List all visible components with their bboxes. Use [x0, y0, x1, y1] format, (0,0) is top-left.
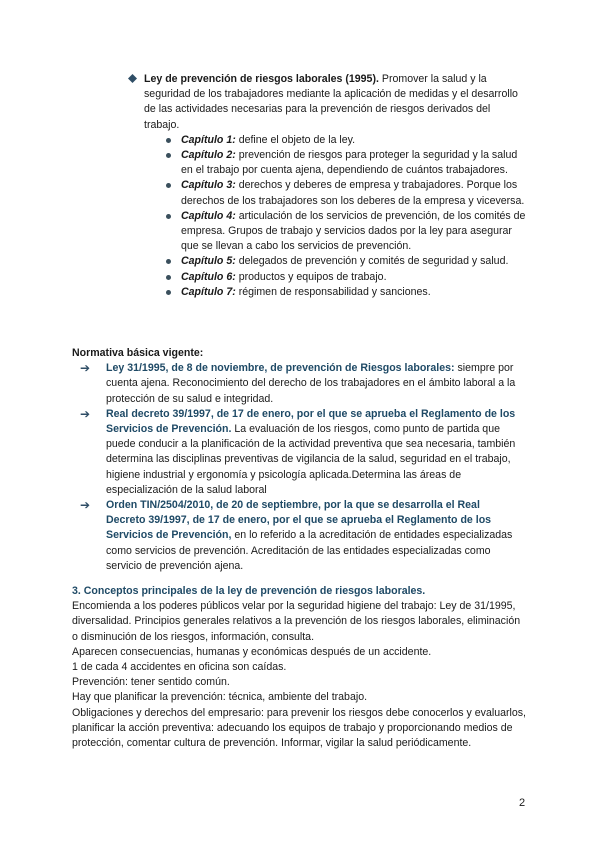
chapter-label: Capítulo 3: — [181, 179, 236, 192]
arrow-right-icon: ➔ — [80, 361, 91, 376]
chapter-item — [164, 209, 528, 255]
chapter-item — [164, 148, 528, 178]
normativa-block — [72, 346, 522, 574]
bullet-dot-icon — [166, 214, 171, 219]
intro-paragraph — [144, 72, 528, 133]
bullet-dot-icon — [166, 183, 171, 188]
normativa-item — [80, 498, 522, 574]
chapter-label: Capítulo 7: — [181, 285, 236, 298]
chapter-text: define el objeto de la ley. — [238, 133, 356, 146]
arrow-right-icon: ➔ — [80, 406, 91, 421]
normativa-text: siempre por cuenta ajena. Reconocimiento del derecho de los trabajadores en el ámbito laboral a la protección de su salud e integridad. — [106, 362, 516, 405]
chapter-label: Capítulo 2: — [181, 149, 236, 162]
bullet-dot-icon — [166, 259, 171, 264]
bullet-dot-icon — [166, 275, 171, 280]
section-line: Prevención: tener sentido común. — [72, 676, 230, 689]
section-line: 1 de cada 4 accidentes en oficina son caídas. — [72, 661, 287, 674]
chapter-label: Capítulo 1: — [181, 133, 236, 146]
normativa-title: Ley 31/1995, de 8 de noviembre, de prevención de Riesgos laborales: — [106, 362, 455, 375]
chapter-text: delegados de prevención y comités de seguridad y salud. — [238, 255, 509, 268]
chapter-text: régimen de responsabilidad y sanciones. — [238, 285, 431, 298]
normativa-text: en lo referido a la acreditación de entidades especializadas como servicios de prevención. Acreditación de las entidades especializadas como servicio de prevención ajena. — [106, 529, 513, 572]
normativa-item — [80, 361, 522, 407]
arrow-right-icon: ➔ — [80, 498, 91, 513]
diamond-bullet-icon — [128, 74, 137, 83]
chapter-text: articulación de los servicios de prevención, de los comités de empresa. Grupos de trabajo y servicios dados por la ley para asegurar que se llevan a cabo los servicios de prevención. — [181, 209, 526, 253]
section-line: Aparecen consecuencias, humanas y económicas después de un accidente. — [72, 645, 432, 658]
section-title: 3. Conceptos principales de la ley de prevención de riesgos laborales. — [72, 585, 426, 597]
chapter-item — [164, 270, 528, 285]
chapter-text: prevención de riesgos para proteger la seguridad y la salud en el trabajo por cuenta ajena, dependiendo de cuántos trabajadores. — [181, 149, 518, 177]
intro-block — [128, 72, 528, 300]
section-line: Encomienda a los poderes públicos velar por la seguridad higiene del trabajo: Ley de 31/1995, diversalidad. Principios generales relativos a la prevención de los riesgos laborales, eliminación o disminución de los riesgos, información, consulta. — [72, 600, 521, 643]
chapter-label: Capítulo 6: — [181, 270, 236, 283]
chapter-item — [164, 285, 528, 300]
chapter-text: derechos y deberes de empresa y trabajadores. Porque los derechos de los trabajadores son los deberes de la empresa y viceversa. — [181, 179, 525, 207]
normativa-title: Orden TIN/2504/2010, de 20 de septiembre, por la que se desarrolla el Real Decreto 39/1997, de 17 de enero, por el que se aprueba el Reglamento de los Servicios de Prevención, — [106, 499, 492, 542]
section-3 — [72, 584, 528, 751]
section-line: Obligaciones y derechos del empresario: para prevenir los riesgos debe conocerlos y evaluarlos, planificar la acción preventiva: adecuando los equipos de trabajo y proporcionando medios de protección, comentar cultura de prevención. Informar, vigilar la salud periódicamente. — [72, 706, 527, 750]
bullet-dot-icon — [166, 138, 171, 143]
chapter-item — [164, 254, 528, 269]
chapter-item — [164, 133, 528, 148]
normativa-title: Real decreto 39/1997, de 17 de enero, por el que se aprueba el Reglamento de los Servicios de Prevención. — [106, 407, 516, 436]
intro-text: Promover la salud y la seguridad de los trabajadores mediante la aplicación de medidas y el desarrollo de las actividades necesarias para la prevención de riesgos derivados del trabajo. — [144, 73, 518, 131]
chapter-label: Capítulo 4: — [181, 209, 236, 222]
chapter-item — [164, 178, 528, 208]
normativa-item — [80, 407, 522, 498]
chapter-list — [128, 133, 528, 300]
normativa-heading: Normativa básica vigente: — [72, 347, 204, 359]
chapter-label: Capítulo 5: — [181, 255, 236, 268]
normativa-text: La evaluación de los riesgos, como punto de partida que puede conducir a la planificación de la actividad preventiva que sea necesaria, también determina las disciplinas preventivas de vigilancia de la salud, seguridad en el trabajo, higiene industrial y ergonomía y psicología aplicada.Determina las áreas de especialización de la salud laboral — [106, 423, 516, 496]
chapter-text: productos y equipos de trabajo. — [238, 270, 387, 283]
bullet-dot-icon — [166, 290, 171, 295]
normativa-list — [72, 361, 522, 574]
section-line: Hay que planificar la prevención: técnica, ambiente del trabajo. — [72, 691, 368, 704]
bullet-dot-icon — [166, 153, 171, 158]
page-number: 2 — [519, 797, 526, 809]
intro-title: Ley de prevención de riesgos laborales (1995). — [144, 73, 379, 85]
